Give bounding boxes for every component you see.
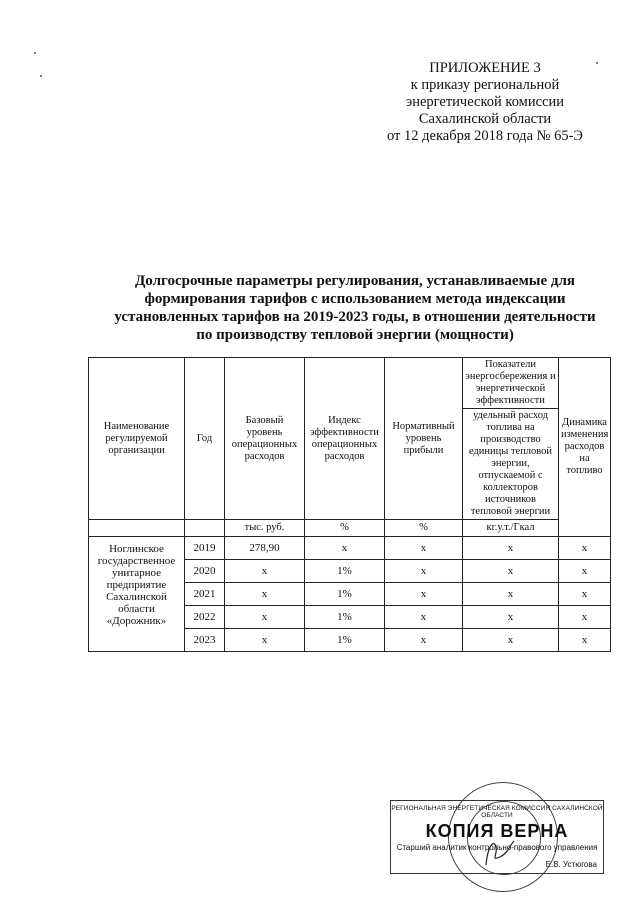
- scan-speck: [596, 62, 598, 64]
- appendix-line-date: от 12 декабря 2018 года № 65-Э: [387, 128, 583, 144]
- cell-dynamics: x: [559, 583, 611, 606]
- stamp-organization: РЕГИОНАЛЬНАЯ ЭНЕРГЕТИЧЕСКАЯ КОМИССИЯ САХАЛИНСКОЙ ОБЛАСТИ: [391, 805, 603, 819]
- cell-profit: x: [385, 583, 463, 606]
- cell-year: 2020: [185, 560, 225, 583]
- cell-year: 2023: [185, 629, 225, 652]
- stamp-copy-label: КОПИЯ ВЕРНА: [425, 821, 569, 841]
- unit-year: [185, 520, 225, 537]
- appendix-line-region: Сахалинской области: [418, 111, 552, 127]
- cell-profit: x: [385, 560, 463, 583]
- header-base: Базовый уровень операционных расходов: [225, 358, 305, 520]
- cell-base: x: [225, 629, 305, 652]
- signature-icon: [480, 835, 520, 869]
- cell-dynamics: x: [559, 629, 611, 652]
- cell-base: x: [225, 606, 305, 629]
- header-org: Наименование регулируемой организации: [89, 358, 185, 520]
- cell-dynamics: x: [559, 606, 611, 629]
- organization-name: Ноглинское государственное унитарное предприятие Сахалинской области «Дорожник»: [89, 537, 185, 652]
- cell-index: x: [305, 537, 385, 560]
- document-title-line: установленных тарифов на 2019-2023 годы, в отношении деятельности: [114, 309, 596, 325]
- document-title: [100, 272, 610, 344]
- cell-index: 1%: [305, 583, 385, 606]
- cell-fuel: x: [463, 583, 559, 606]
- header-dynamics: Динамика изменения расходов на топливо: [559, 358, 611, 537]
- document-title-line: Долгосрочные параметры регулирования, устанавливаемые для: [134, 273, 576, 289]
- header-energy-group: Показатели энергосбережения и энергетической эффективности: [463, 358, 559, 409]
- cell-profit: x: [385, 606, 463, 629]
- header-fuel: удельный расход топлива на производство единицы тепловой энергии, отпускаемой с коллекторов источников тепловой энергии: [463, 409, 559, 520]
- cell-fuel: x: [463, 606, 559, 629]
- header-profit: Нормативный уровень прибыли: [385, 358, 463, 520]
- stamp-position: Старший аналитик контрольно-правового управления: [396, 843, 598, 852]
- header-index: Индекс эффективности операционных расходов: [305, 358, 385, 520]
- cell-base: x: [225, 583, 305, 606]
- stamp-signer: Е.В. Устюгова: [545, 860, 597, 869]
- cell-profit: x: [385, 629, 463, 652]
- cell-profit: x: [385, 537, 463, 560]
- unit-fuel: кг.у.т./Гкал: [463, 520, 559, 537]
- cell-year: 2021: [185, 583, 225, 606]
- cell-dynamics: x: [559, 537, 611, 560]
- unit-org: [89, 520, 185, 537]
- header-year: Год: [185, 358, 225, 520]
- scan-speck: [34, 52, 36, 54]
- cell-year: 2022: [185, 606, 225, 629]
- unit-base: тыс. руб.: [225, 520, 305, 537]
- cell-fuel: x: [463, 537, 559, 560]
- appendix-header: [360, 60, 610, 145]
- cell-index: 1%: [305, 629, 385, 652]
- scan-speck: [40, 75, 42, 77]
- document-title-line: формирования тарифов с использованием метода индексации: [144, 291, 566, 307]
- cell-base: 278,90: [225, 537, 305, 560]
- cell-dynamics: x: [559, 560, 611, 583]
- cell-year: 2019: [185, 537, 225, 560]
- appendix-title: ПРИЛОЖЕНИЕ 3: [429, 60, 541, 76]
- cell-index: 1%: [305, 560, 385, 583]
- table-row: [89, 537, 611, 560]
- cell-base: x: [225, 560, 305, 583]
- appendix-line-commission: энергетической комиссии: [405, 94, 565, 110]
- cell-fuel: x: [463, 629, 559, 652]
- cell-index: 1%: [305, 606, 385, 629]
- cell-fuel: x: [463, 560, 559, 583]
- appendix-line-order: к приказу региональной: [410, 77, 560, 93]
- unit-profit: %: [385, 520, 463, 537]
- document-title-line: по производству тепловой энергии (мощности): [196, 327, 514, 343]
- parameters-table: [88, 357, 611, 652]
- unit-index: %: [305, 520, 385, 537]
